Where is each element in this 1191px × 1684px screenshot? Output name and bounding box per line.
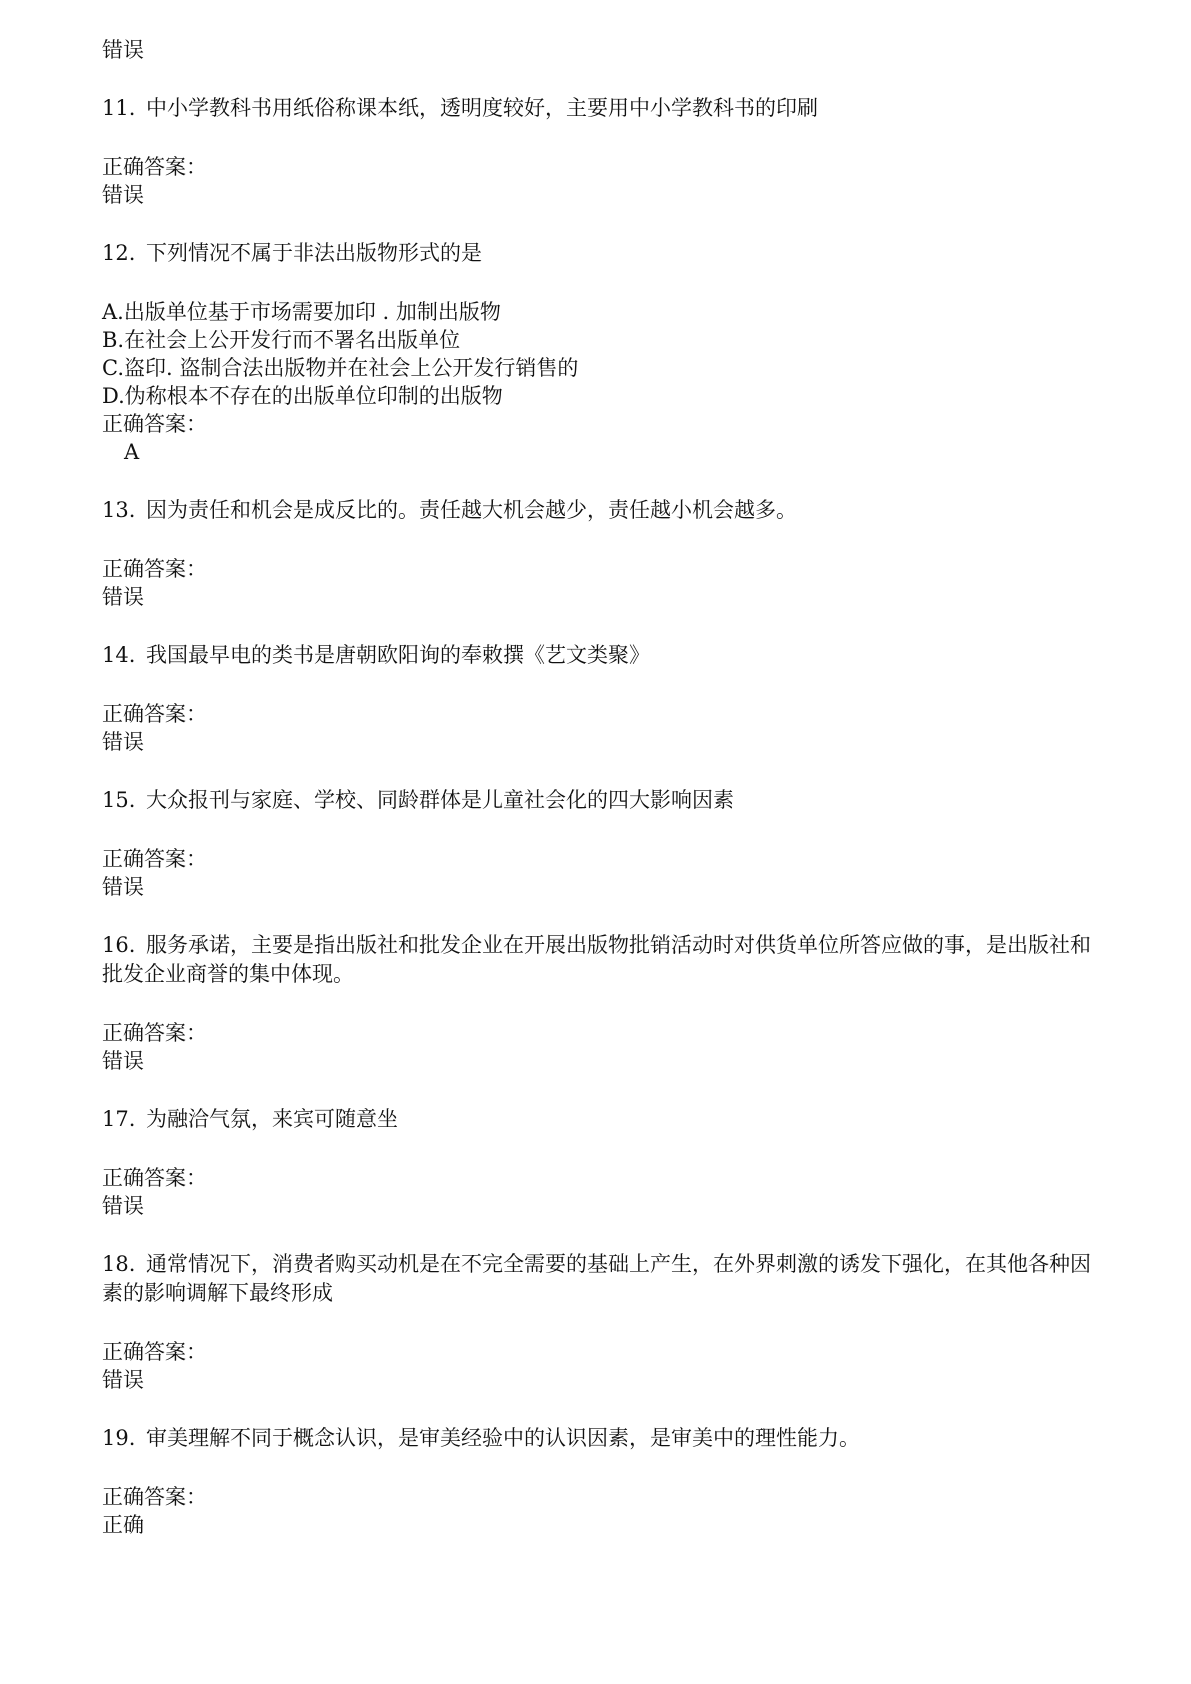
answer-label: 正确答案： — [102, 155, 207, 179]
answer-value: 错误 — [102, 730, 144, 754]
question-number: 14. — [102, 643, 136, 667]
question-number: 16. — [102, 933, 136, 957]
answer-value: 错误 — [102, 1368, 144, 1392]
answer-label: 正确答案： — [102, 1340, 207, 1364]
question-number: 15. — [102, 788, 136, 812]
answer-label: 正确答案： — [102, 1021, 207, 1045]
question-15 — [102, 786, 1102, 815]
question-text: 为融洽气氛，来宾可随意坐 — [146, 1107, 398, 1131]
answer-value: 错误 — [102, 875, 144, 899]
question-text: 我国最早电的类书是唐朝欧阳询的奉敕撰《艺文类聚》 — [146, 643, 650, 667]
question-number: 18. — [102, 1252, 136, 1276]
answer-label: 正确答案： — [102, 702, 207, 726]
answer-value: 错误 — [102, 585, 144, 609]
answer-label: 正确答案： — [102, 847, 207, 871]
question-12 — [102, 239, 1102, 268]
previous-answer-value: 错误 — [102, 38, 144, 62]
answer-value: 错误 — [102, 1194, 144, 1218]
question-text: 通常情况下，消费者购买动机是在不完全需要的基础上产生，在外界刺激的诱发下强化，在其他各种因素的影响调解下最终形成 — [102, 1252, 1091, 1305]
question-number: 12. — [102, 241, 136, 265]
option-a: A.出版单位基于市场需要加印 . 加制出版物 — [102, 300, 501, 324]
question-text: 中小学教科书用纸俗称课本纸，透明度较好，主要用中小学教科书的印刷 — [146, 96, 818, 120]
question-text: 服务承诺，主要是指出版社和批发企业在开展出版物批销活动时对供货单位所答应做的事，是出版社和批发企业商誉的集中体现。 — [102, 933, 1091, 986]
option-d: D.伪称根本不存在的出版单位印制的出版物 — [102, 384, 503, 408]
option-c: C.盗印. 盗制合法出版物并在社会上公开发行销售的 — [102, 356, 579, 380]
question-11 — [102, 94, 1102, 123]
answer-value: A — [124, 440, 140, 464]
question-text: 审美理解不同于概念认识，是审美经验中的认识因素，是审美中的理性能力。 — [146, 1426, 860, 1450]
answer-value: 错误 — [102, 183, 144, 207]
question-number: 13. — [102, 498, 136, 522]
question-number: 11. — [102, 96, 136, 120]
question-number: 19. — [102, 1426, 136, 1450]
document-page — [102, 36, 1102, 1539]
question-text: 因为责任和机会是成反比的。责任越大机会越少，责任越小机会越多。 — [146, 498, 797, 522]
question-text: 下列情况不属于非法出版物形式的是 — [146, 241, 482, 265]
question-number: 17. — [102, 1107, 136, 1131]
answer-label: 正确答案： — [102, 1485, 207, 1509]
answer-label: 正确答案： — [102, 412, 207, 436]
question-17 — [102, 1105, 1102, 1134]
question-14 — [102, 641, 1102, 670]
answer-value: 正确 — [102, 1513, 144, 1537]
question-19 — [102, 1424, 1102, 1453]
answer-value: 错误 — [102, 1049, 144, 1073]
question-16 — [102, 931, 1102, 989]
question-text: 大众报刊与家庭、学校、同龄群体是儿童社会化的四大影响因素 — [146, 788, 734, 812]
answer-label: 正确答案： — [102, 1166, 207, 1190]
question-18 — [102, 1250, 1102, 1308]
option-b: B.在社会上公开发行而不署名出版单位 — [102, 328, 461, 352]
question-13 — [102, 496, 1102, 525]
answer-label: 正确答案： — [102, 557, 207, 581]
